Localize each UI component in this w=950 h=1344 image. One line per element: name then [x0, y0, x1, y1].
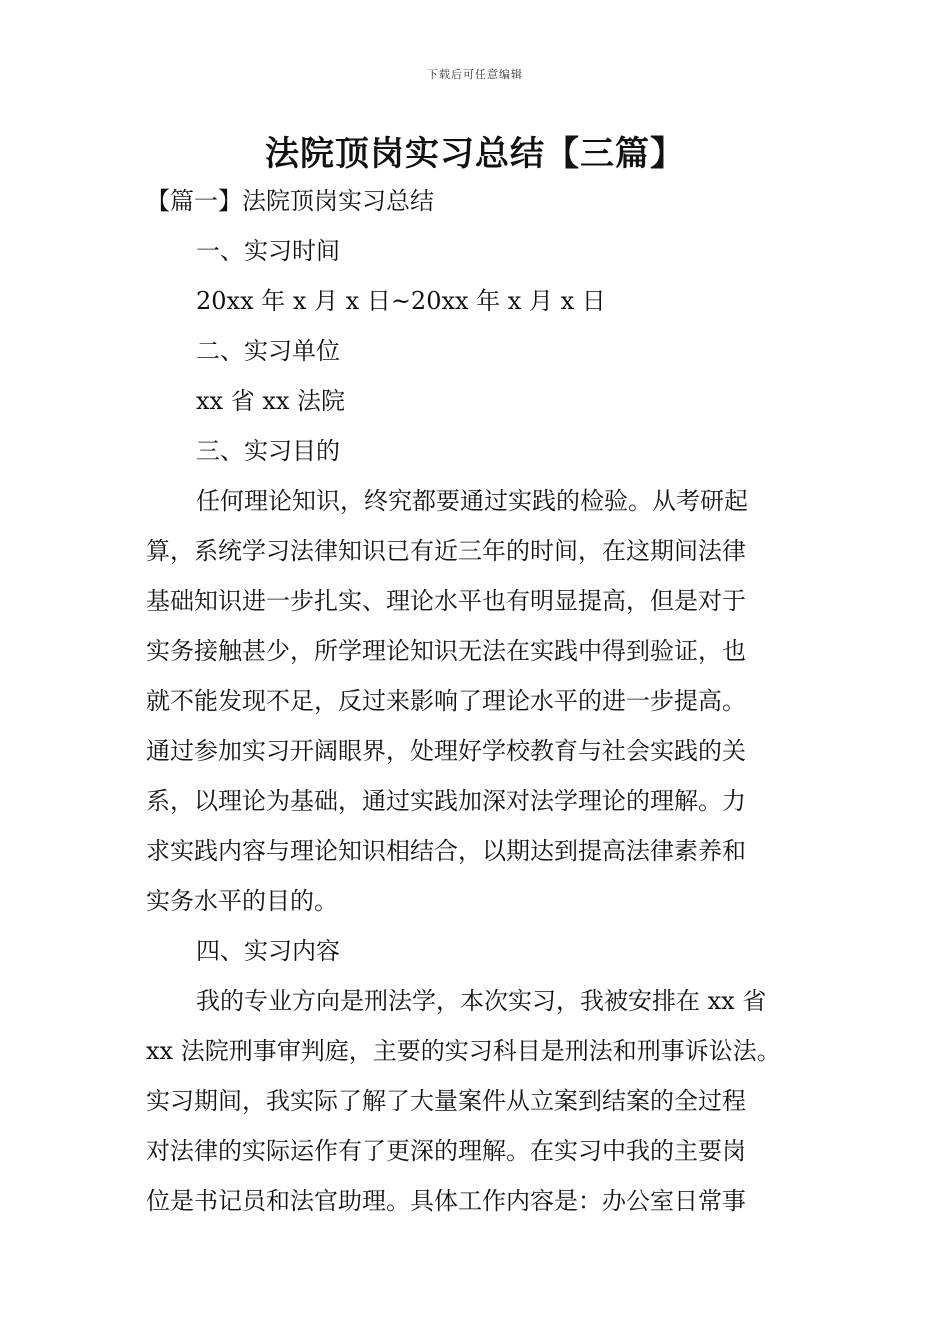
text-line: 四、实习内容 — [196, 937, 340, 965]
text-line: 算，系统学习法律知识已有近三年的时间，在这期间法律 — [146, 537, 746, 565]
text-line: 就不能发现不足，反过来影响了理论水平的进一步提高。 — [146, 687, 746, 715]
text-line: 任何理论知识，终究都要通过实践的检验。从考研起 — [196, 487, 748, 515]
text-line: 实务接触甚少，所学理论知识无法在实践中得到验证，也 — [146, 637, 746, 665]
text-line: 20xx 年 x 月 x 日~20xx 年 x 月 x 日 — [196, 287, 606, 315]
text-line: 二、实习单位 — [196, 337, 340, 365]
text-line: 【篇一】法院顶岗实习总结 — [146, 187, 434, 215]
text-line: xx 省 xx 法院 — [196, 387, 346, 415]
header-note: 下载后可任意编辑 — [427, 68, 523, 81]
text-line: 系，以理论为基础，通过实践加深对法学理论的理解。力 — [146, 787, 746, 815]
text-line: 一、实习时间 — [196, 237, 340, 265]
text-line: 我的专业方向是刑法学，本次实习，我被安排在 xx 省 — [196, 987, 767, 1015]
text-line: 位是书记员和法官助理。具体工作内容是：办公室日常事 — [146, 1187, 746, 1215]
text-line: 实务水平的目的。 — [146, 887, 338, 915]
text-line: 对法律的实际运作有了更深的理解。在实习中我的主要岗 — [146, 1137, 746, 1165]
text-line: 三、实习目的 — [196, 437, 340, 465]
text-line: 通过参加实习开阔眼界，处理好学校教育与社会实践的关 — [146, 737, 746, 765]
document-title: 法院顶岗实习总结【三篇】 — [265, 134, 685, 174]
text-line: xx 法院刑事审判庭，主要的实习科目是刑法和刑事诉讼法。 — [146, 1037, 781, 1065]
text-line: 实习期间，我实际了解了大量案件从立案到结案的全过程 — [146, 1087, 746, 1115]
document-body — [146, 176, 814, 1226]
text-line: 基础知识进一步扎实、理论水平也有明显提高，但是对于 — [146, 587, 746, 615]
text-line: 求实践内容与理论知识相结合，以期达到提高法律素养和 — [146, 837, 746, 865]
